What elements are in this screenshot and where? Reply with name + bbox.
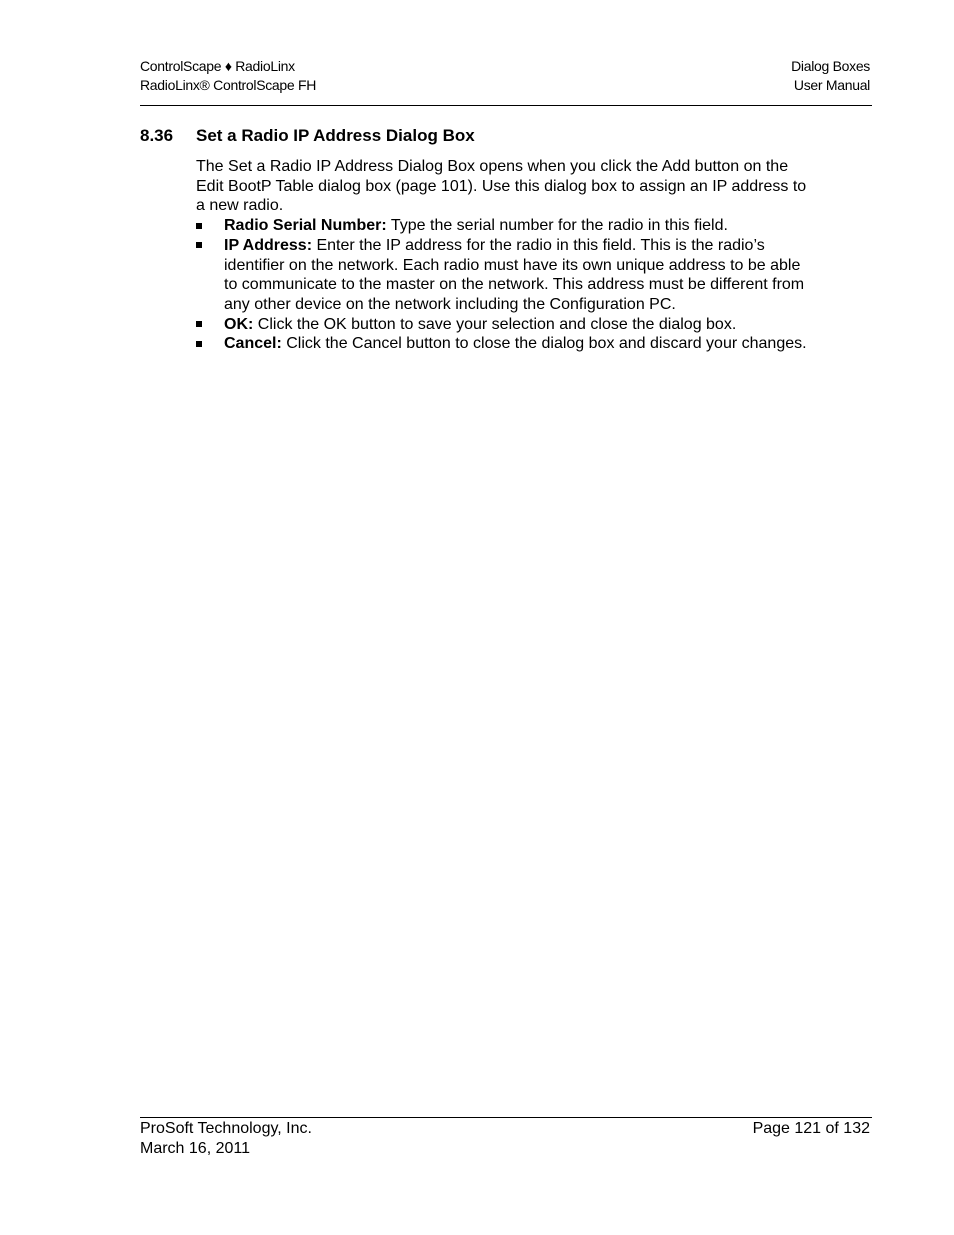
running-header-left [140,57,316,95]
square-bullet-icon [196,321,202,327]
section-heading [140,125,475,147]
footer-date: March 16, 2011 [140,1139,250,1157]
list-item [196,315,816,335]
footer-page-number: Page 121 of 132 [752,1120,870,1137]
running-footer-right [753,1119,870,1139]
header-product-line: ControlScape ♦ RadioLinx [140,58,295,74]
list-item-text: Type the serial number for the radio in this field. [386,217,728,235]
field-descriptions-list [196,216,816,354]
section-number: 8.36 [140,126,174,145]
list-item-term: Cancel: [224,335,282,353]
list-item [196,236,816,315]
intro-paragraph: The Set a Radio IP Address Dialog Box opens when you click the Add button on the Edit BootP Table dialog box (page 101). Use this dialog box to assign an IP address to a new radio. [196,158,807,215]
section-body [196,157,816,354]
list-item [196,334,816,354]
square-bullet-icon [196,242,202,248]
header-manual-name: RadioLinx® ControlScape FH [140,77,317,93]
running-header-right [791,57,870,95]
square-bullet-icon [196,341,202,347]
section-title: Set a Radio IP Address Dialog Box [196,126,475,145]
list-item-term: Radio Serial Number: [224,217,387,235]
footer-divider [140,1117,872,1118]
list-item-text: Click the Cancel button to close the dialog box and discard your changes. [281,335,807,353]
list-item-term: OK: [224,315,254,333]
list-item-term: IP Address: [224,236,313,254]
header-chapter: Dialog Boxes [791,58,870,74]
list-item-text: Click the OK button to save your selection and close the dialog box. [253,315,737,333]
header-divider [140,105,872,106]
square-bullet-icon [196,223,202,229]
running-footer-left [140,1119,312,1158]
list-item [196,216,816,236]
header-doc-type: User Manual [793,77,870,93]
footer-company: ProSoft Technology, Inc. [140,1120,312,1137]
list-item-text: Enter the IP address for the radio in this field. This is the radio’s identifier on the network. Each radio must have its own unique address to be able to communicate to the master on the network. This address must be different from any other device on the network including the Configuration PC. [224,236,805,313]
